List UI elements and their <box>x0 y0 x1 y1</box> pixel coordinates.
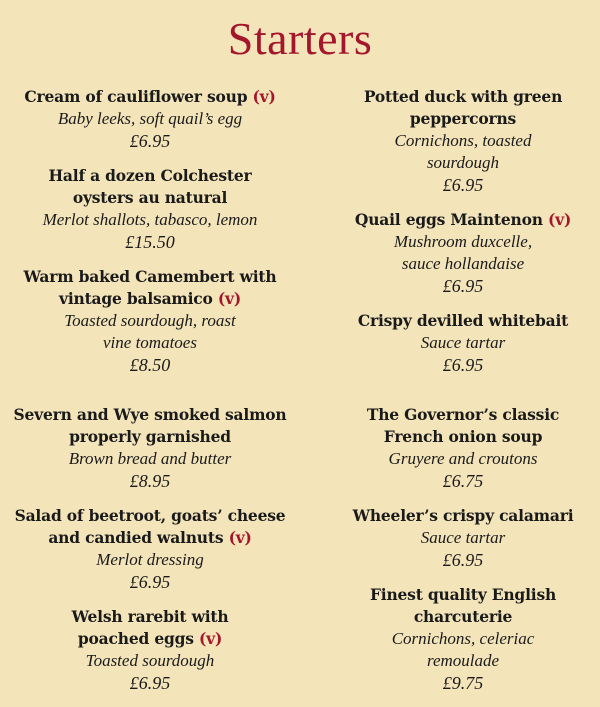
menu-item-quail-eggs <box>328 209 598 297</box>
item-description: Brown bread and butter <box>68 449 232 468</box>
item-description: Merlot shallots, tabasco, lemon <box>42 210 258 229</box>
menu-item-potted-duck <box>328 86 598 196</box>
item-description: Toasted sourdough <box>85 651 215 670</box>
menu-item-cauliflower-soup <box>2 86 298 152</box>
item-name: Wheeler’s crispy calamari <box>352 506 574 525</box>
menu-item-welsh-rarebit <box>2 606 298 694</box>
vegetarian-marker: (v) <box>252 87 276 106</box>
menu-item-beetroot-salad <box>2 505 298 593</box>
item-name: Half a dozen Colchester oysters au natural <box>48 166 252 207</box>
vegetarian-marker: (v) <box>228 528 252 547</box>
right-column <box>328 86 598 707</box>
item-price: £6.95 <box>442 355 484 375</box>
item-name: Finest quality English charcuterie <box>369 585 557 626</box>
item-description: Toasted sourdough, roast vine tomatoes <box>64 311 236 352</box>
item-description: Gruyere and croutons <box>388 449 538 468</box>
item-price: £6.95 <box>442 276 484 296</box>
item-price: £6.75 <box>442 471 484 491</box>
item-price: £6.95 <box>129 131 171 151</box>
vegetarian-marker: (v) <box>548 210 572 229</box>
menu-item-oysters <box>2 165 298 253</box>
item-price: £15.50 <box>125 232 175 252</box>
menu-item-whitebait <box>328 310 598 376</box>
item-price: £8.50 <box>129 355 171 375</box>
item-name: Cream of cauliflower soup (v) <box>24 87 276 106</box>
menu-item-calamari <box>328 505 598 571</box>
item-name: Quail eggs Maintenon (v) <box>354 210 572 229</box>
item-name: Severn and Wye smoked salmon properly garnished <box>13 405 287 446</box>
item-name: The Governor’s classic French onion soup <box>366 405 560 446</box>
item-price: £9.75 <box>442 673 484 693</box>
item-price: £8.95 <box>129 471 171 491</box>
item-description: Baby leeks, soft quail’s egg <box>57 109 243 128</box>
vegetarian-marker: (v) <box>199 629 223 648</box>
item-description: Mushroom duxcelle, sauce hollandaise <box>393 232 533 273</box>
item-price: £6.95 <box>442 550 484 570</box>
item-price: £6.95 <box>129 572 171 592</box>
item-name: Salad of beetroot, goats’ cheese and candied walnuts (v) <box>14 506 286 547</box>
item-description: Cornichons, toasted sourdough <box>394 131 532 172</box>
item-price: £6.95 <box>442 175 484 195</box>
item-name: Potted duck with green peppercorns <box>363 87 563 128</box>
item-description: Sauce tartar <box>420 333 506 352</box>
menu-item-charcuterie <box>328 584 598 694</box>
menu-item-smoked-salmon <box>2 404 298 492</box>
item-description: Merlot dressing <box>96 550 204 569</box>
item-price: £6.95 <box>129 673 171 693</box>
vegetarian-marker: (v) <box>217 289 241 308</box>
item-description: Cornichons, celeriac remoulade <box>391 629 535 670</box>
item-name: Welsh rarebit with poached eggs (v) <box>71 607 229 648</box>
item-name: Warm baked Camembert with vintage balsamico (v) <box>23 267 277 308</box>
item-description: Sauce tartar <box>420 528 506 547</box>
menu-item-onion-soup <box>328 404 598 492</box>
menu-title: Starters <box>227 13 373 64</box>
item-name: Crispy devilled whitebait <box>357 311 569 330</box>
left-column <box>2 86 298 707</box>
menu-item-camembert <box>2 266 298 376</box>
